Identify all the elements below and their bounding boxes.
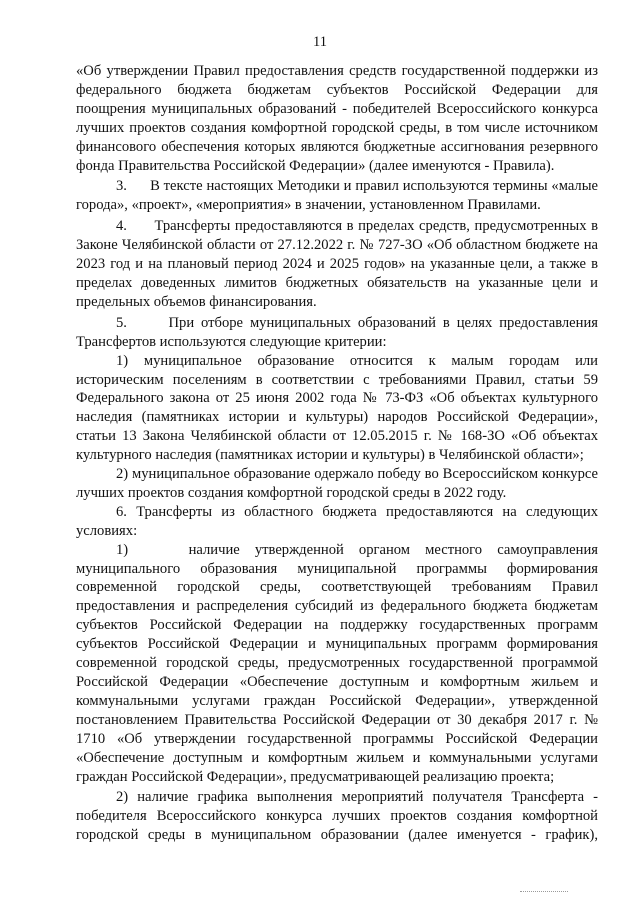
- page-number: 11: [313, 34, 327, 50]
- document-body: [76, 62, 598, 845]
- paragraph-criterion-1: 1) муниципальное образование относится к малым городам или историческим поселениям в соответствии с требованиями Правил, статьи 59 Федерального закона от 25 июня 2002 года № 73-ФЗ «Об объектах культурного наследия (памятниках истории и культуры) народов Российской Федерации», статьи 13 Закона Челябинской области от 12.05.2015 г. № 168-ЗО «Об объектах культурного наследия (памятниках истории и культуры) в Челябинской области»;: [76, 352, 598, 464]
- paragraph-clause-3: 3. В тексте настоящих Методики и правил используются термины «малые города», «проект», «мероприятия» в значении, установленном Правилами.: [76, 178, 598, 214]
- paragraph-condition-2: 2) наличие графика выполнения мероприятий получателя Трансферта - победителя Всероссийского конкурса лучших проектов создания комфортной городской среды в муниципальном образовании (далее именуется - график),: [76, 789, 598, 844]
- scan-artifact-mark: [520, 891, 568, 895]
- paragraph-criterion-2: 2) муниципальное образование одержало победу во Всероссийском конкурсе лучших проектов создания комфортной городской среды в 2022 году.: [76, 466, 598, 501]
- paragraph-clause-5: 5. При отборе муниципальных образований в целях предоставления Трансфертов используются следующие критерии:: [76, 314, 598, 350]
- paragraph-clause-4: 4. Трансферты предоставляются в пределах средств, предусмотренных в Законе Челябинской области от 27.12.2022 г. № 727-ЗО «Об областном бюджете на 2023 год и на плановый период 2024 и 2025 годов» на указанные цели, а также в пределах доведенных лимитов бюджетных обязательств на указанные цели и предельных объемов финансирования.: [76, 218, 598, 310]
- paragraph-clause-6: 6. Трансферты из областного бюджета предоставляются на следующих условиях:: [76, 503, 598, 539]
- paragraph-rules-continuation: «Об утверждении Правил предоставления средств государственной поддержки из федерального бюджета бюджетам субъектов Российской Федерации для поощрения муниципальных образований - победителей Всероссийского конкурса лучших проектов создания комфортной городской среды, в том числе источником финансового обеспечения которых являются бюджетные ассигнования резервного фонда Правительства Российской Федерации» (далее именуются - Правила).: [76, 63, 598, 174]
- paragraph-condition-1: 1) наличие утвержденной органом местного самоуправления муниципального образования муниципальной программы формирования современной городской среды, соответствующей требованиям Правил предоставления и распределения субсидий из федерального бюджета бюджетам субъектов Российской Федерации на поддержку государственных программ субъектов Российской Федерации и муниципальных программ формирования современной городской среды, предусмотренных государственной программой Российской Федерации «Обеспечение доступным и комфортным жильем и коммунальными услугами граждан Российской Федерации», утвержденной постановлением Правительства Российской Федерации от 30 декабря 2017 г. № 1710 «Об утверждении государственной программы Российской Федерации «Обеспечение доступным и комфортным жильем и коммунальными услугами граждан Российской Федерации», предусматривающей реализацию проекта;: [76, 541, 598, 785]
